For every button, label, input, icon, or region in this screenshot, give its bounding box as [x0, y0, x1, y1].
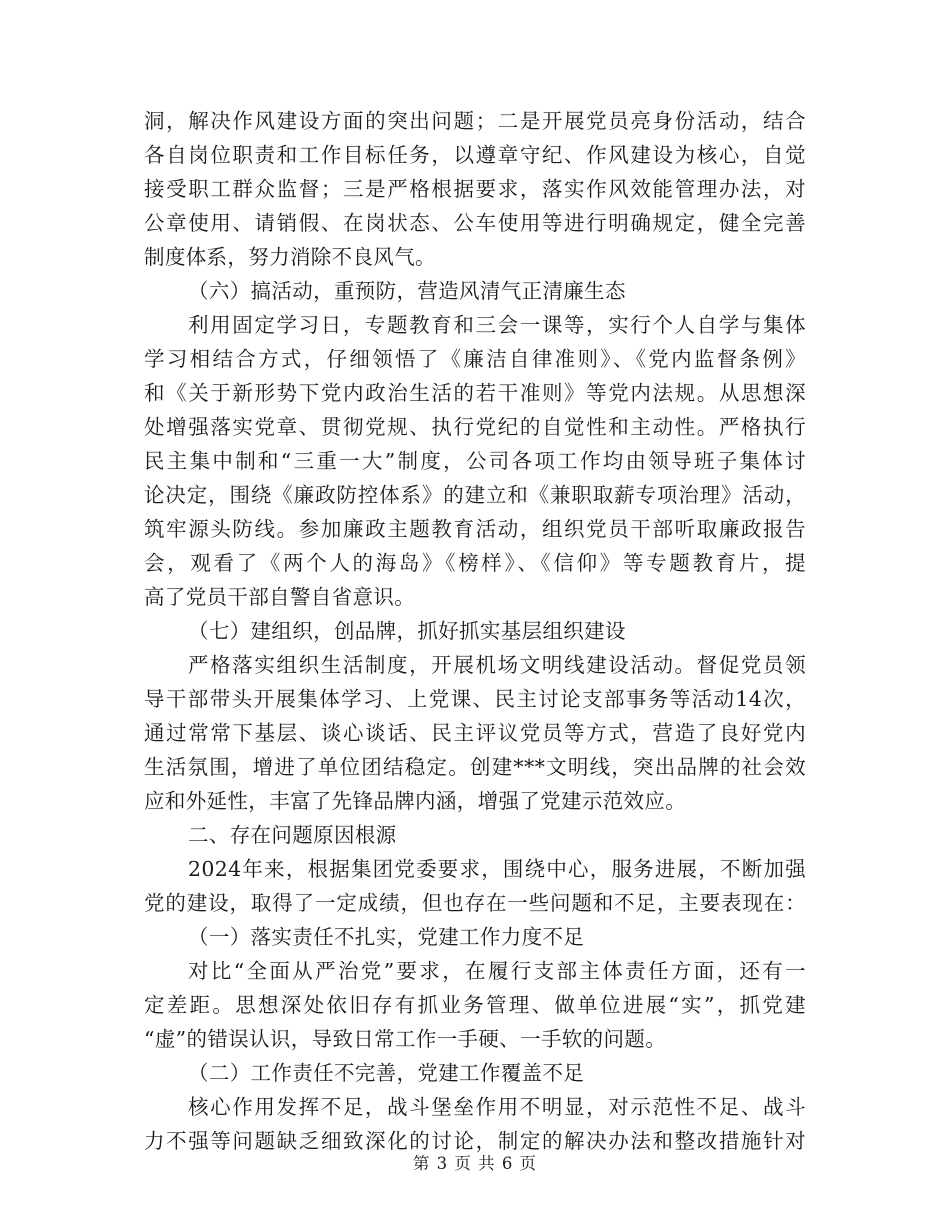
body-line: 党的建设，取得了一定成绩，但也存在一些问题和不足，主要表现在： — [144, 891, 806, 915]
body-line: 对比“全面从严治党”要求，在履行支部主体责任方面，还有一 — [188, 959, 806, 983]
body-line: 高了党员干部自警自省意识。 — [144, 585, 416, 609]
page-number-footer: 第 3 页 共 6 页 — [412, 1154, 538, 1173]
body-line: 论决定，围绕《廉政防控体系》的建立和《兼职取薪专项治理》活动， — [144, 483, 806, 507]
body-line: 处增强落实党章、贯彻党规、执行党纪的自觉性和主动性。严格执行 — [144, 415, 806, 439]
body-line: 会，观看了《两个人的海岛》《榜样》、《信仰》等专题教育片，提 — [144, 551, 806, 575]
body-line: 和《关于新形势下党内政治生活的若干准则》等党内法规。从思想深 — [144, 381, 806, 405]
body-line: 核心作用发挥不足，战斗堡垒作用不明显，对示范性不足、战斗 — [188, 1095, 806, 1119]
body-line: 制度体系，努力消除不良风气。 — [144, 245, 436, 269]
body-line: 公章使用、请销假、在岗状态、公车使用等进行明确规定，健全完善 — [144, 211, 806, 235]
body-line: 民主集中制和“三重一大”制度，公司各项工作均由领导班子集体讨 — [144, 449, 806, 473]
body-line: 导干部带头开展集体学习、上党课、民主讨论支部事务等活动14次， — [144, 687, 806, 711]
body-line: 各自岗位职责和工作目标任务，以遵章守纪、作风建设为核心，自觉 — [144, 143, 806, 167]
body-line: 筑牢源头防线。参加廉政主题教育活动，组织党员干部听取廉政报告 — [144, 517, 806, 541]
body-line: 接受职工群众监督；三是严格根据要求，落实作风效能管理办法，对 — [144, 177, 806, 201]
body-line: 学习相结合方式，仔细领悟了《廉洁自律准则》、《党内监督条例》 — [144, 347, 806, 371]
body-line: 严格落实组织生活制度，开展机场文明线建设活动。督促党员领 — [188, 653, 806, 677]
body-line: 洞，解决作风建设方面的突出问题；二是开展党员亮身份活动，结合 — [144, 109, 806, 133]
body-line: 2024年来，根据集团党委要求，围绕中心，服务进展，不断加强 — [188, 857, 806, 881]
section-heading: （七）建组织，创品牌，抓好抓实基层组织建设 — [188, 619, 626, 643]
section-heading: （二）工作责任不完善，党建工作覆盖不足 — [188, 1061, 585, 1085]
body-line: “虚”的错误认识，导致日常工作一手硬、一手软的问题。 — [144, 1027, 667, 1051]
body-line: 通过常常下基层、谈心谈话、民主评议党员等方式，营造了良好党内 — [144, 721, 806, 745]
body-line: 应和外延性，丰富了先锋品牌内涵，增强了党建示范效应。 — [144, 789, 687, 813]
body-line: 定差距。思想深处依旧存有抓业务管理、做单位进展“实”，抓党建 — [144, 993, 806, 1017]
body-line: 生活氛围，增进了单位团结稳定。创建***文明线，突出品牌的社会效 — [144, 755, 806, 779]
section-heading: （一）落实责任不扎实，党建工作力度不足 — [188, 925, 585, 949]
body-line: 利用固定学习日，专题教育和三会一课等，实行个人自学与集体 — [188, 313, 806, 337]
body-line: 力不强等问题缺乏细致深化的讨论，制定的解决办法和整改措施针对 — [144, 1129, 806, 1153]
section-heading: （六）搞活动，重预防，营造风清气正清廉生态 — [188, 279, 626, 303]
section-heading: 二、存在问题原因根源 — [188, 823, 397, 847]
